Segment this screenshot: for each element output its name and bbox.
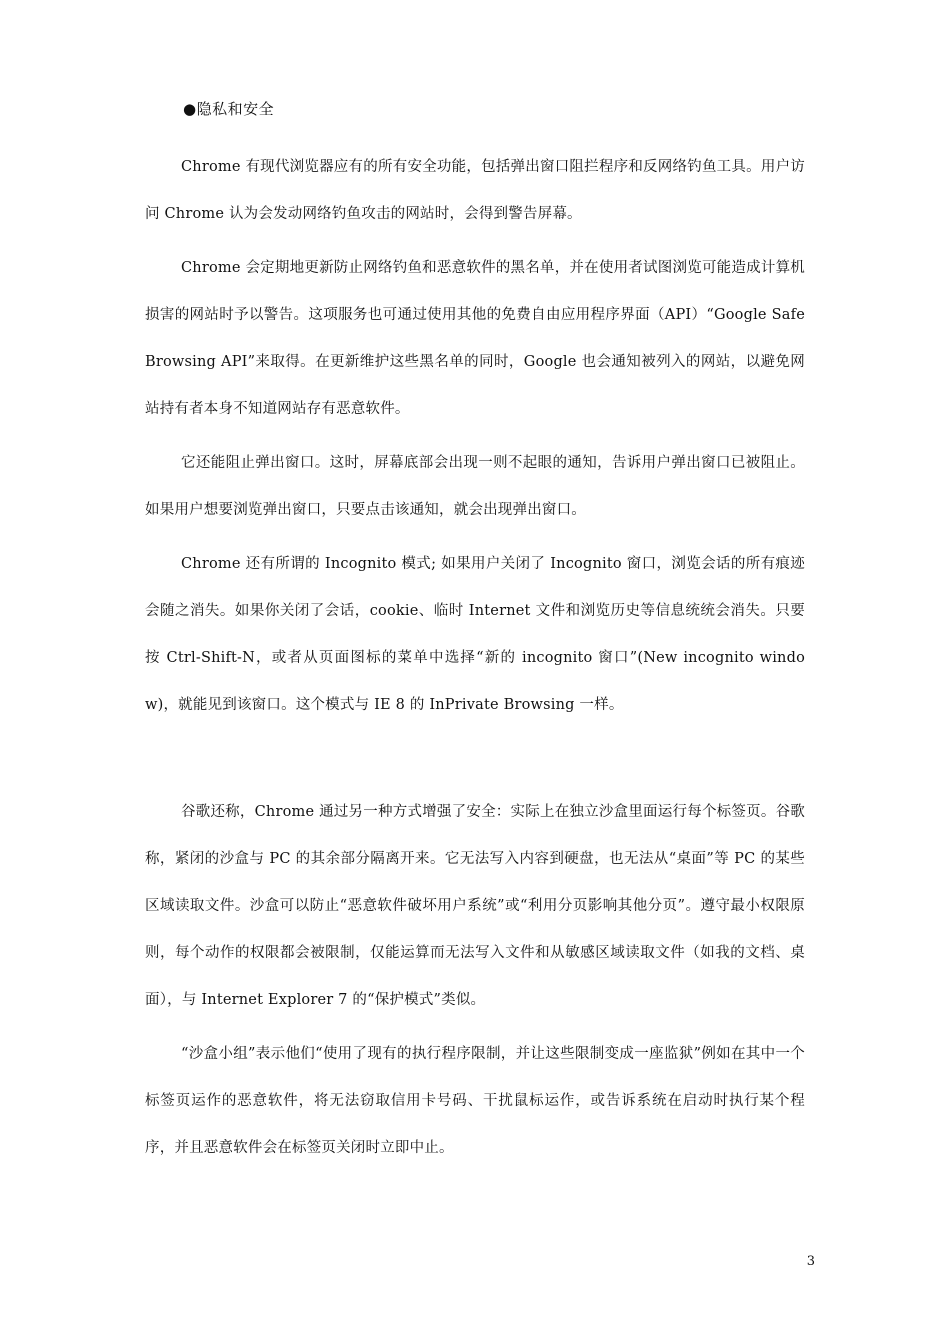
section-heading: ●隐私和安全	[183, 100, 275, 118]
paragraph-security-features: Chrome 有现代浏览器应有的所有安全功能，包括弹出窗口阻拦程序和反网络钓鱼工具。用户访问 Chrome 认为会发动网络钓鱼攻击的网站时，会得到警告屏幕。	[145, 159, 805, 222]
paragraph-sandbox-team: “沙盒小组”表示他们“使用了现有的执行程序限制，并让这些限制变成一座监狱”例如在其中一个标签页运作的恶意软件，将无法窃取信用卡号码、干扰鼠标运作，或告诉系统在启动时执行某个程序，并且恶意软件会在标签页关闭时立即中止。	[145, 1046, 805, 1156]
paragraph-incognito: Chrome 还有所谓的 Incognito 模式; 如果用户关闭了 Incognito 窗口，浏览会话的所有痕迹会随之消失。如果你关闭了会话，cookie、临时 Internet 文件和浏览历史等信息统统会消失。只要按 Ctrl-Shift-N，或者从页面图标的菜单中选择“新的 incognito 窗口”(New incognito window)，就能见到该窗口。这个模式与 IE 8 的 InPrivate Browsing 一样。	[145, 556, 805, 713]
page-number: 3	[806, 1254, 815, 1269]
paragraph-blacklist: Chrome 会定期地更新防止网络钓鱼和恶意软件的黑名单，并在使用者试图浏览可能造成计算机损害的网站时予以警告。这项服务也可通过使用其他的免费自由应用程序界面（API）“Google Safe Browsing API”来取得。在更新维护这些黑名单的同时，Google 也会通知被列入的网站，以避免网站持有者本身不知道网站存有恶意软件。	[145, 260, 805, 417]
paragraph-popup-blocking: 它还能阻止弹出窗口。这时，屏幕底部会出现一则不起眼的通知，告诉用户弹出窗口已被阻止。如果用户想要浏览弹出窗口，只要点击该通知，就会出现弹出窗口。	[145, 455, 805, 518]
paragraph-sandbox: 谷歌还称，Chrome 通过另一种方式增强了安全：实际上在独立沙盒里面运行每个标签页。谷歌称，紧闭的沙盒与 PC 的其余部分隔离开来。它无法写入内容到硬盘，也无法从“桌面”等 PC 的某些区域读取文件。沙盒可以防止“恶意软件破坏用户系统”或“利用分页影响其他分页”。遵守最小权限原则，每个动作的权限都会被限制，仅能运算而无法写入文件和从敏感区域读取文件（如我的文档、桌面），与 Internet Explorer 7 的“保护模式”类似。	[145, 804, 805, 1008]
document-body	[145, 95, 805, 1172]
